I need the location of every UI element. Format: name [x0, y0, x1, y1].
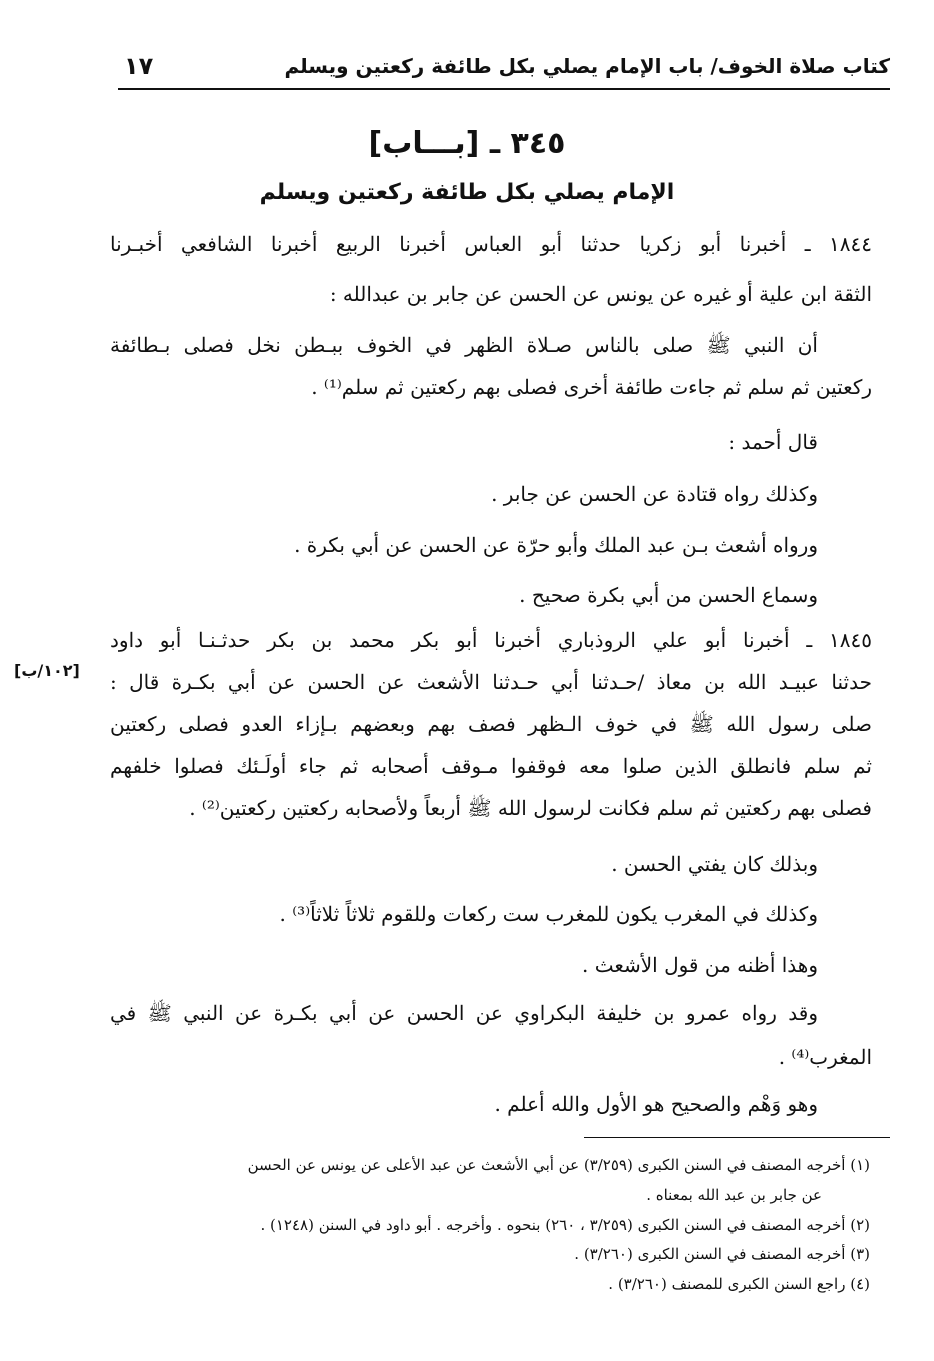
body-line: وسماع الحسن من أبي بكرة صحيح .: [519, 583, 818, 607]
body-line: الثقة ابن علية أو غيره عن يونس عن الحسن عن جابر بن عبدالله :: [329, 282, 872, 306]
body-line: حدثنا عبيـد الله بن معاذ /حـدثنا أبي حـدثنا الأشعث عن الحسن عن أبي بكـرة قال :: [110, 670, 872, 694]
body-line: ورواه أشعث بـن عبد الملك وأبو حرّة عن الحسن عن أبي بكرة .: [294, 533, 818, 557]
body-line: وهذا أظنه من قول الأشعث .: [581, 953, 818, 977]
footnote-line: (٣) أخرجه المصنف في السنن الكبرى (٣/٢٦٠) .: [574, 1245, 870, 1263]
body-line: أن النبي ﷺ صلى بالناس صـلاة الظهر في الخوف ببـطن نخل فصلى بـطائفة: [110, 333, 818, 357]
body-line: قال أحمد :: [728, 430, 818, 454]
header-rule: [118, 88, 890, 90]
running-header: [118, 48, 890, 92]
body-line: صلى رسول الله ﷺ في خوف الـظهر فصف بهم وبعضهم بـإزاء العدو فصلى ركعتين: [110, 712, 872, 736]
body-line: وهو وَهْم والصحيح هو الأول والله أعلم .: [494, 1092, 818, 1116]
footnote-line: (٢) أخرجه المصنف في السنن الكبرى (٣/٢٥٩ ، ٢٦٠) بنحوه . وأخرجه . أبو داود في السنن (١٢٤٨) .: [260, 1216, 870, 1234]
body-line: وكذلك رواه قتادة عن الحسن عن جابر .: [491, 482, 818, 506]
body-line: وقد رواه عمرو بن خليفة البكراوي عن الحسن عن أبي بكـرة عن النبي ﷺ في: [110, 1001, 818, 1025]
body-line: ثم سلم فانطلق الذين صلوا معه فوقفوا مـوقف أصحابه ثم جاء أولَـئك فصلوا خلفهم: [110, 754, 872, 778]
body-line: وبذلك كان يفتي الحسن .: [611, 852, 818, 876]
footnote-line: (٤) راجع السنن الكبرى للمصنف (٣/٢٦٠) .: [608, 1275, 870, 1293]
footnote-line: (١) أخرجه المصنف في السنن الكبرى (٣/٢٥٩) عن أبي الأشعث عن عبد الأعلى عن يونس عن الحسن: [247, 1156, 870, 1174]
footnote-rule: [584, 1137, 890, 1138]
page-number: ١٧: [124, 52, 154, 80]
chapter-heading: ٣٤٥ ـ [بـــاب]: [368, 126, 566, 161]
manuscript-folio-note: [١٠٢/ب]: [14, 661, 80, 680]
body-line: ١٨٤٥ ـ أخبرنا أبو علي الروذباري أخبرنا أبو بكر محمد بن بكر حدثـنـا أبو داود: [110, 628, 872, 652]
body-line: وكذلك في المغرب يكون للمغرب ست ركعات وللقوم ثلاثاً ثلاثاً⁽³⁾ .: [279, 902, 818, 926]
body-line: المغرب⁽⁴⁾ .: [778, 1045, 872, 1069]
chapter-subtitle: الإمام يصلي بكل طائفة ركعتين ويسلم: [259, 180, 675, 205]
body-line: فصلى بهم ركعتين ثم سلم فكانت لرسول الله ﷺ أربعاً ولأصحابه ركعتين ركعتين⁽²⁾ .: [189, 796, 872, 820]
footnote-line: عن جابر بن عبد الله بمعناه .: [646, 1186, 822, 1204]
body-line: ١٨٤٤ ـ أخبرنا أبو زكريا حدثنا أبو العباس أخبرنا الربيع أخبرنا الشافعي أخبـرنا: [110, 232, 872, 256]
running-title: كتاب صلاة الخوف/ باب الإمام يصلي بكل طائفة ركعتين ويسلم: [284, 54, 890, 78]
body-line: ركعتين ثم سلم ثم جاءت طائفة أخرى فصلى بهم ركعتين ثم سلم⁽¹⁾ .: [311, 375, 872, 399]
